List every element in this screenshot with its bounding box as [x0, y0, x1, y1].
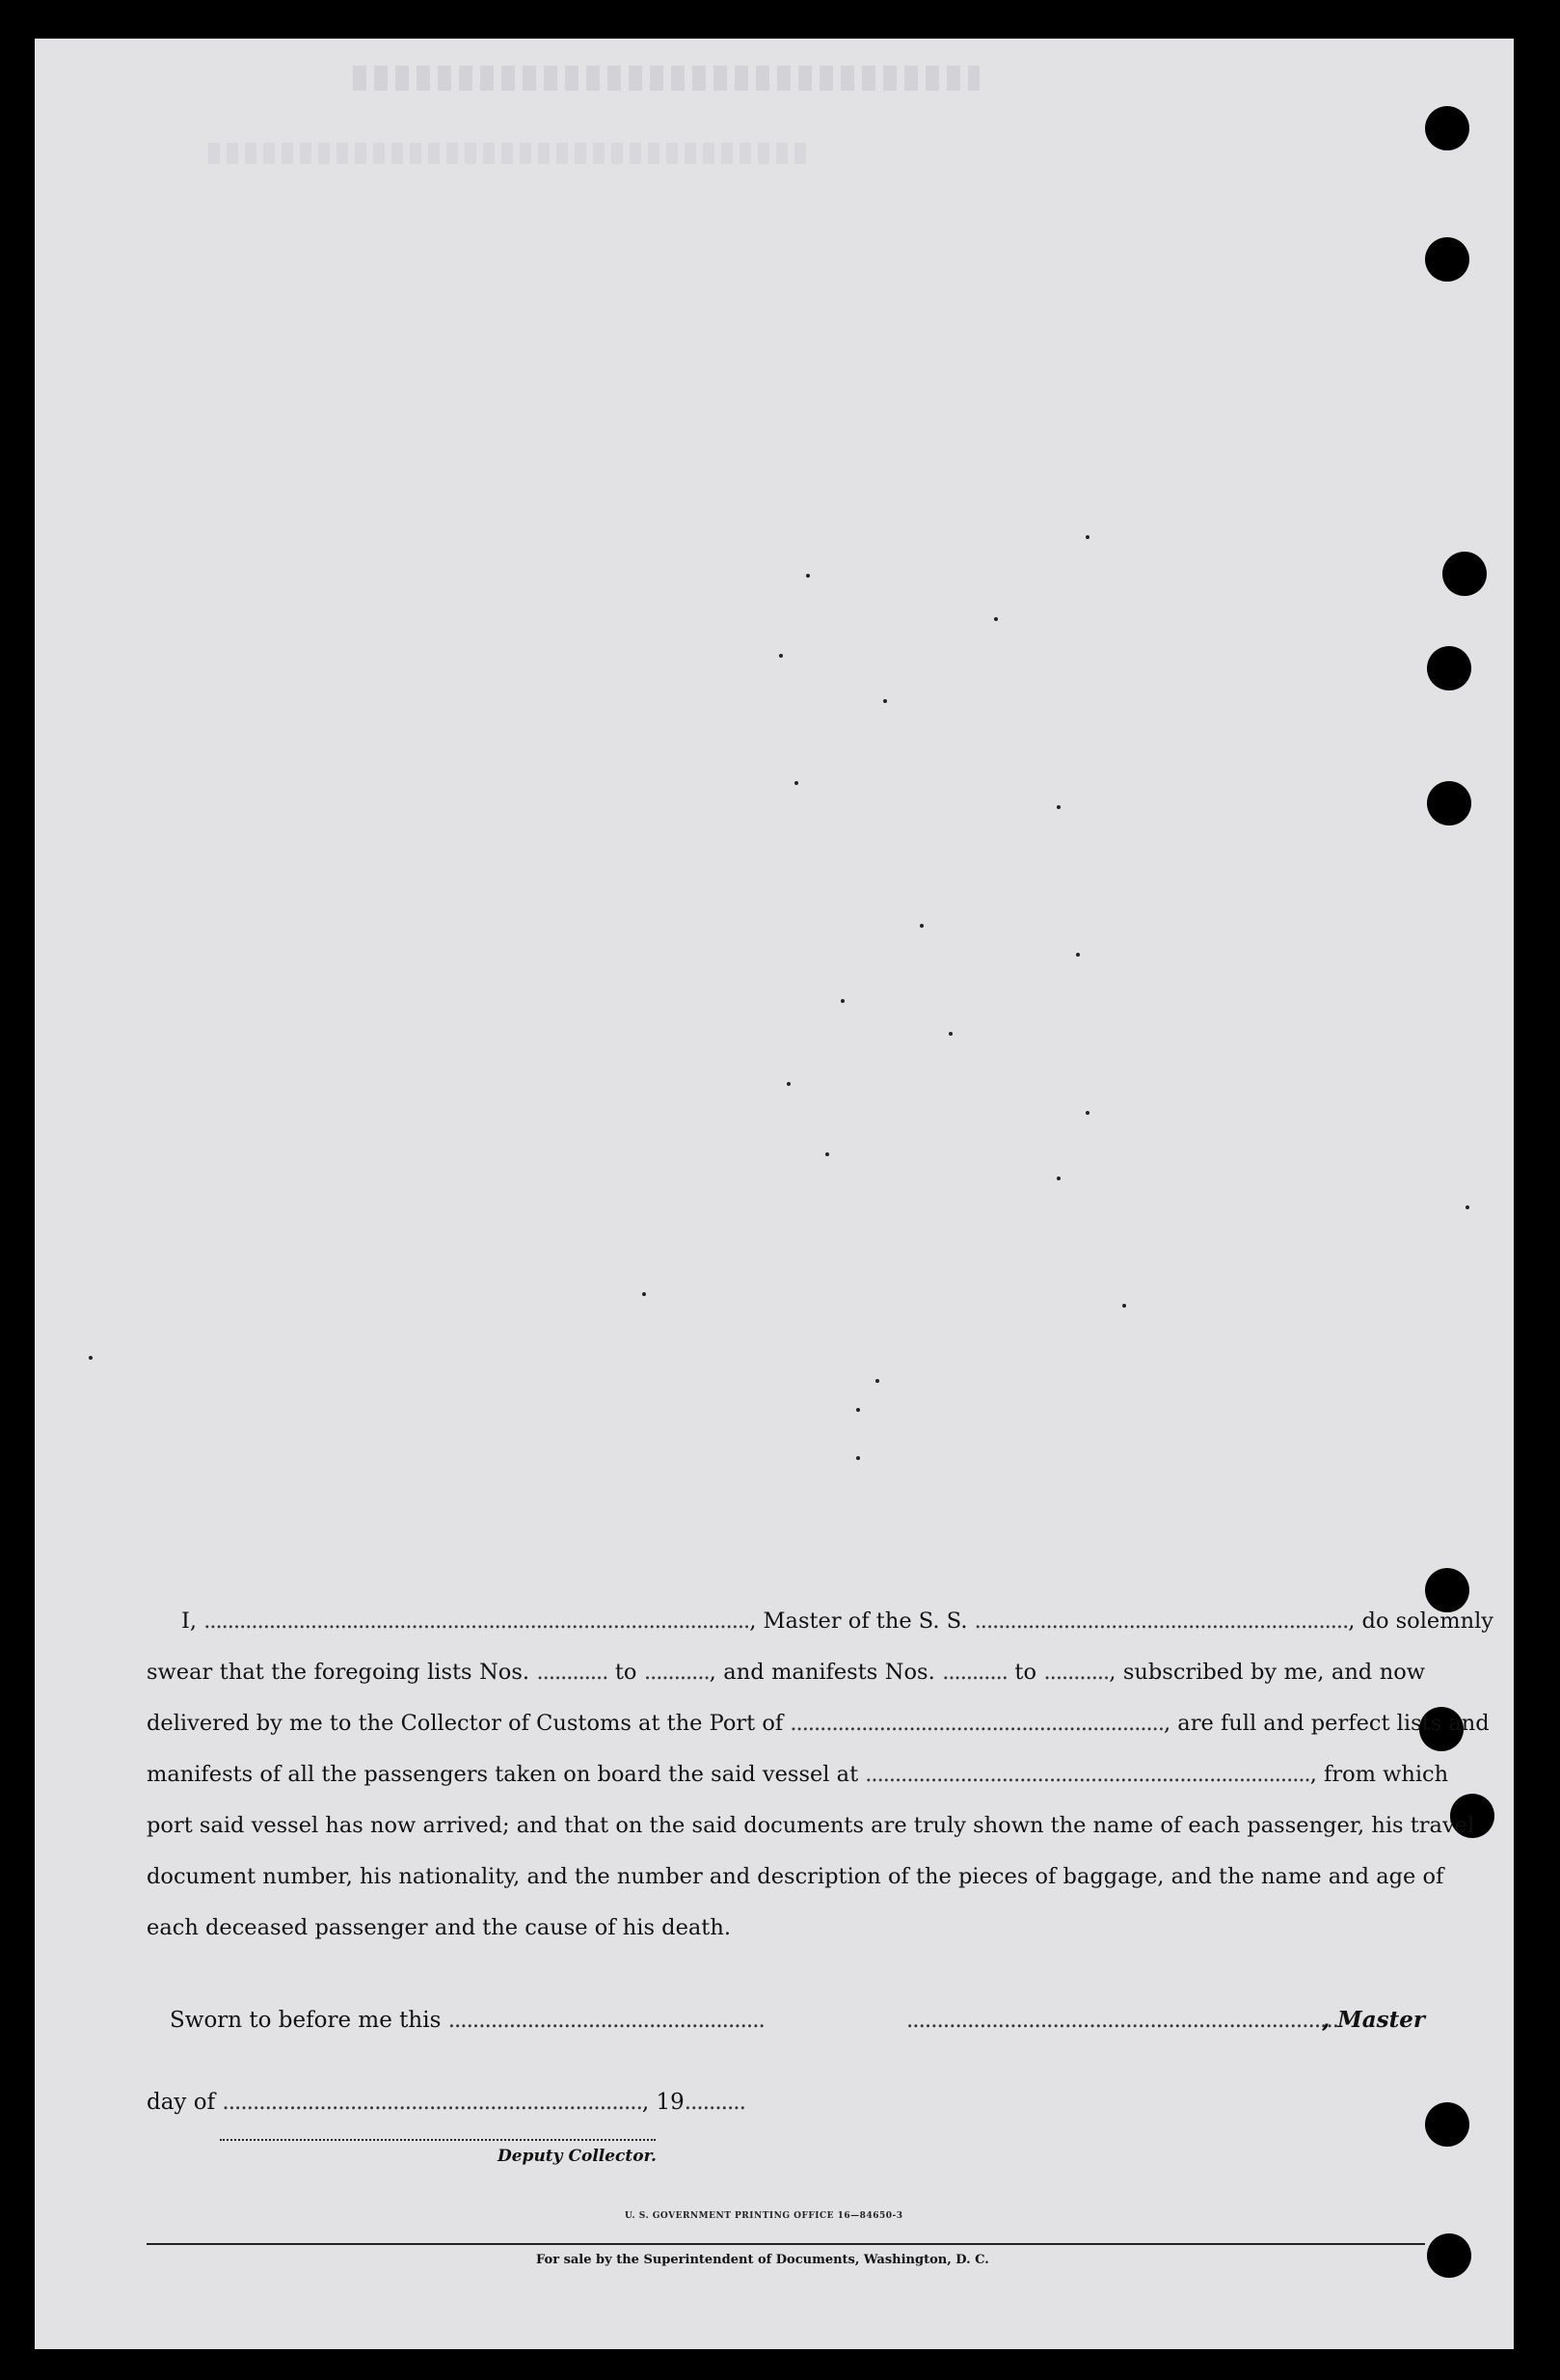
- list-to-field[interactable]: ...........: [643, 1660, 710, 1685]
- oath-line-7: [147, 1913, 1425, 1964]
- speck: [1086, 535, 1089, 539]
- speck: [1466, 1205, 1469, 1209]
- sworn-date-field[interactable]: ....................................................: [447, 2008, 765, 2033]
- speck: [1122, 1304, 1126, 1308]
- binder-hole: [1427, 781, 1471, 825]
- speck: [806, 574, 810, 578]
- ship-name-field[interactable]: ...............................................................: [974, 1609, 1349, 1634]
- speck: [994, 617, 998, 621]
- oath-text: , are full and perfect lists and: [1164, 1711, 1490, 1736]
- oath-line-2: [147, 1658, 1425, 1709]
- oath-text: , do solemnly: [1348, 1609, 1493, 1634]
- day-of-line: [147, 2088, 1514, 2117]
- year-prefix: , 19: [641, 2090, 685, 2115]
- oath-text: , and manifests Nos.: [709, 1660, 935, 1685]
- deputy-collector-label: Deputy Collector.: [498, 2147, 657, 2166]
- bleed-through-subheader: [208, 143, 806, 164]
- manifest-to-field[interactable]: ...........: [1043, 1660, 1110, 1685]
- speck: [89, 1356, 93, 1360]
- oath-text: to: [614, 1660, 637, 1685]
- bleed-through-header: [353, 66, 980, 91]
- binder-hole: [1427, 2233, 1471, 2278]
- binder-hole: [1427, 646, 1471, 690]
- deputy-signature-line[interactable]: [220, 2139, 656, 2141]
- oath-line-5: [147, 1811, 1475, 1862]
- sworn-line: [170, 2006, 1425, 2035]
- oath-line-6: [147, 1862, 1444, 1913]
- year-field[interactable]: ..........: [684, 2090, 745, 2115]
- oath-text: manifests of all the passengers taken on board the said vessel at: [147, 1762, 859, 1787]
- speck: [856, 1408, 860, 1412]
- sworn-label: Sworn to before me this: [170, 2008, 442, 2033]
- speck: [794, 781, 798, 785]
- oath-text: port said vessel has now arrived; and that on the said documents are truly shown the name of each passenger, his travel: [147, 1813, 1475, 1838]
- speck: [949, 1032, 953, 1036]
- footer-rule: [147, 2243, 1425, 2245]
- speck: [1057, 1176, 1061, 1180]
- binder-hole: [1425, 106, 1469, 150]
- list-from-field[interactable]: ............: [536, 1660, 608, 1685]
- master-name-field[interactable]: ............................................................................................: [203, 1609, 750, 1634]
- oath-line-1: [147, 1607, 1493, 1658]
- master-signature-field[interactable]: .......................................................................: [906, 2008, 1339, 2033]
- binder-hole: [1425, 237, 1469, 282]
- day-of-label: day of: [147, 2090, 216, 2115]
- speck: [856, 1456, 860, 1460]
- binder-hole: [1425, 1568, 1469, 1612]
- oath-line-3: [147, 1709, 1490, 1760]
- speck: [642, 1292, 646, 1296]
- speck: [1086, 1111, 1089, 1115]
- printing-office-imprint: U. S. GOVERNMENT PRINTING OFFICE 16—84650-3: [625, 2211, 903, 2221]
- oath-text: each deceased passenger and the cause of his death.: [147, 1915, 731, 1940]
- binder-hole: [1442, 552, 1487, 596]
- speck: [1057, 805, 1061, 809]
- speck: [920, 924, 924, 928]
- speck: [787, 1082, 791, 1086]
- speck: [1076, 953, 1080, 957]
- for-sale-notice: For sale by the Superintendent of Documents, Washington, D. C.: [536, 2253, 989, 2267]
- oath-line-4: [147, 1760, 1449, 1811]
- speck: [883, 699, 887, 703]
- oath-text: to: [1014, 1660, 1037, 1685]
- oath-text: , from which: [1309, 1762, 1449, 1787]
- oath-text: , subscribed by me, and now: [1109, 1660, 1425, 1685]
- oath-paragraph: [147, 1607, 1493, 1964]
- form-page: [35, 39, 1514, 2349]
- speck: [779, 654, 783, 658]
- oath-text: document number, his nationality, and the number and description of the pieces of baggage, and the name and age of: [147, 1864, 1444, 1889]
- oath-text: , Master of the S. S.: [749, 1609, 968, 1634]
- speck: [825, 1152, 829, 1156]
- oath-text: swear that the foregoing lists Nos.: [147, 1660, 530, 1685]
- port-of-embarkation-field[interactable]: ...........................................................................: [865, 1762, 1310, 1787]
- oath-text: I,: [181, 1609, 198, 1634]
- speck: [875, 1379, 879, 1383]
- master-label: , Master: [1322, 2007, 1425, 2033]
- manifest-from-field[interactable]: ...........: [942, 1660, 1008, 1685]
- port-of-arrival-field[interactable]: ...............................................................: [790, 1711, 1164, 1736]
- month-field[interactable]: .....................................................................: [222, 2090, 642, 2115]
- speck: [841, 999, 845, 1003]
- oath-text: delivered by me to the Collector of Customs at the Port of: [147, 1711, 784, 1736]
